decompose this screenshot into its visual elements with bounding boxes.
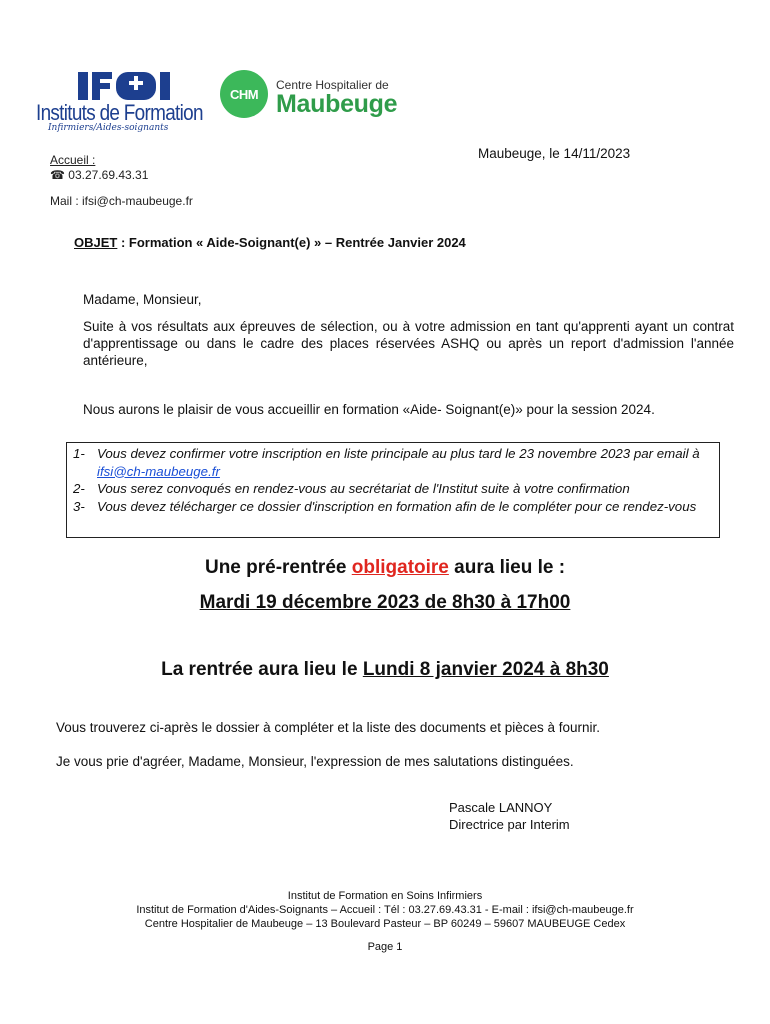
step-item xyxy=(67,445,719,480)
subject-label: OBJET xyxy=(74,235,118,250)
ifsi-logo-subtitle: Infirmiers/Aides-soignants xyxy=(48,123,169,133)
steps-box xyxy=(66,442,720,538)
dossier-line: Vous trouverez ci-après le dossier à compléter et la liste des documents et pièces à fournir. xyxy=(56,720,601,735)
step-item xyxy=(67,480,719,498)
intro-paragraph: Suite à vos résultats aux épreuves de sélection, ou à votre admission en tant qu'apprenti ayant un contrat d'apprentissage ou dans le cadre des places réservées ASHQ ou après un report d'admission l'année antérieure, xyxy=(83,319,734,368)
rentree-heading xyxy=(0,659,770,681)
phone-icon: ☎ xyxy=(50,168,65,182)
letter-date: Maubeuge, le 14/11/2023 xyxy=(478,146,631,161)
chm-logo-mark: CHM xyxy=(220,70,268,118)
subject-text: : Formation « Aide-Soignant(e) » – Rentrée Janvier 2024 xyxy=(117,235,466,250)
accueil-label: Accueil : xyxy=(50,153,96,167)
step-text: Vous devez confirmer votre inscription en liste principale au plus tard le 23 novembre 2023 par email à xyxy=(97,446,700,461)
contact-mail: Mail : ifsi@ch-maubeuge.fr xyxy=(50,194,193,208)
contact-phone-number: 03.27.69.43.31 xyxy=(68,168,149,182)
rentree-date: Lundi 8 janvier 2024 à 8h30 xyxy=(362,659,609,680)
email-link[interactable]: ifsi@ch-maubeuge.fr xyxy=(97,463,220,479)
signatory-title: Directrice par Interim xyxy=(449,817,570,832)
footer-line3: Centre Hospitalier de Maubeuge – 13 Boulevard Pasteur – BP 60249 – 59607 MAUBEUGE Cedex xyxy=(144,918,626,930)
step-number: 1- xyxy=(73,446,85,461)
page-number: Page 1 xyxy=(367,941,403,953)
prerentree-after: aura lieu le : xyxy=(448,557,566,578)
steps-list xyxy=(67,445,719,515)
step-item xyxy=(67,498,719,516)
prerentree-before: Une pré-rentrée xyxy=(204,557,352,578)
footer-line1: Institut de Formation en Soins Infirmiers xyxy=(287,890,483,902)
step-text: Vous serez convoqués en rendez-vous au secrétariat de l'Institut suite à votre confirmation xyxy=(97,481,630,496)
closing-line: Je vous prie d'agréer, Madame, Monsieur, l'expression de mes salutations distinguées. xyxy=(56,754,574,769)
step-text: Vous devez télécharger ce dossier d'inscription en formation afin de le compléter pour ce rendez-vous xyxy=(97,498,697,514)
chm-logo-line2: Maubeuge xyxy=(276,90,398,118)
ifsi-logo-title: Instituts de Formation xyxy=(36,100,203,125)
prerentree-date xyxy=(0,592,770,614)
salutation: Madame, Monsieur, xyxy=(83,292,202,307)
chm-logo xyxy=(218,68,404,122)
step-number: 3- xyxy=(73,498,85,514)
step-number: 2- xyxy=(73,481,85,496)
rentree-before: La rentrée aura lieu le xyxy=(161,659,363,680)
prerentree-date-text: Mardi 19 décembre 2023 de 8h30 à 17h00 xyxy=(199,592,571,613)
chm-logo-line1: Centre Hospitalier de xyxy=(276,78,389,92)
prerentree-highlight: obligatoire xyxy=(351,557,449,578)
signatory-name: Pascale LANNOY xyxy=(449,800,553,815)
footer-line2: Institut de Formation d'Aides-Soignants – Accueil : Tél : 03.27.69.43.31 - E-mail : ifsi@ch-maubeuge.fr xyxy=(136,904,634,916)
ifsi-logo xyxy=(36,68,204,136)
contact-phone xyxy=(50,168,148,182)
ifsi-mark-graphic xyxy=(76,68,194,102)
letter-subject xyxy=(74,235,466,250)
prerentree-heading xyxy=(0,557,770,579)
welcome-paragraph: Nous aurons le plaisir de vous accueillir en formation «Aide- Soignant(e)» pour la session 2024. xyxy=(83,402,655,417)
